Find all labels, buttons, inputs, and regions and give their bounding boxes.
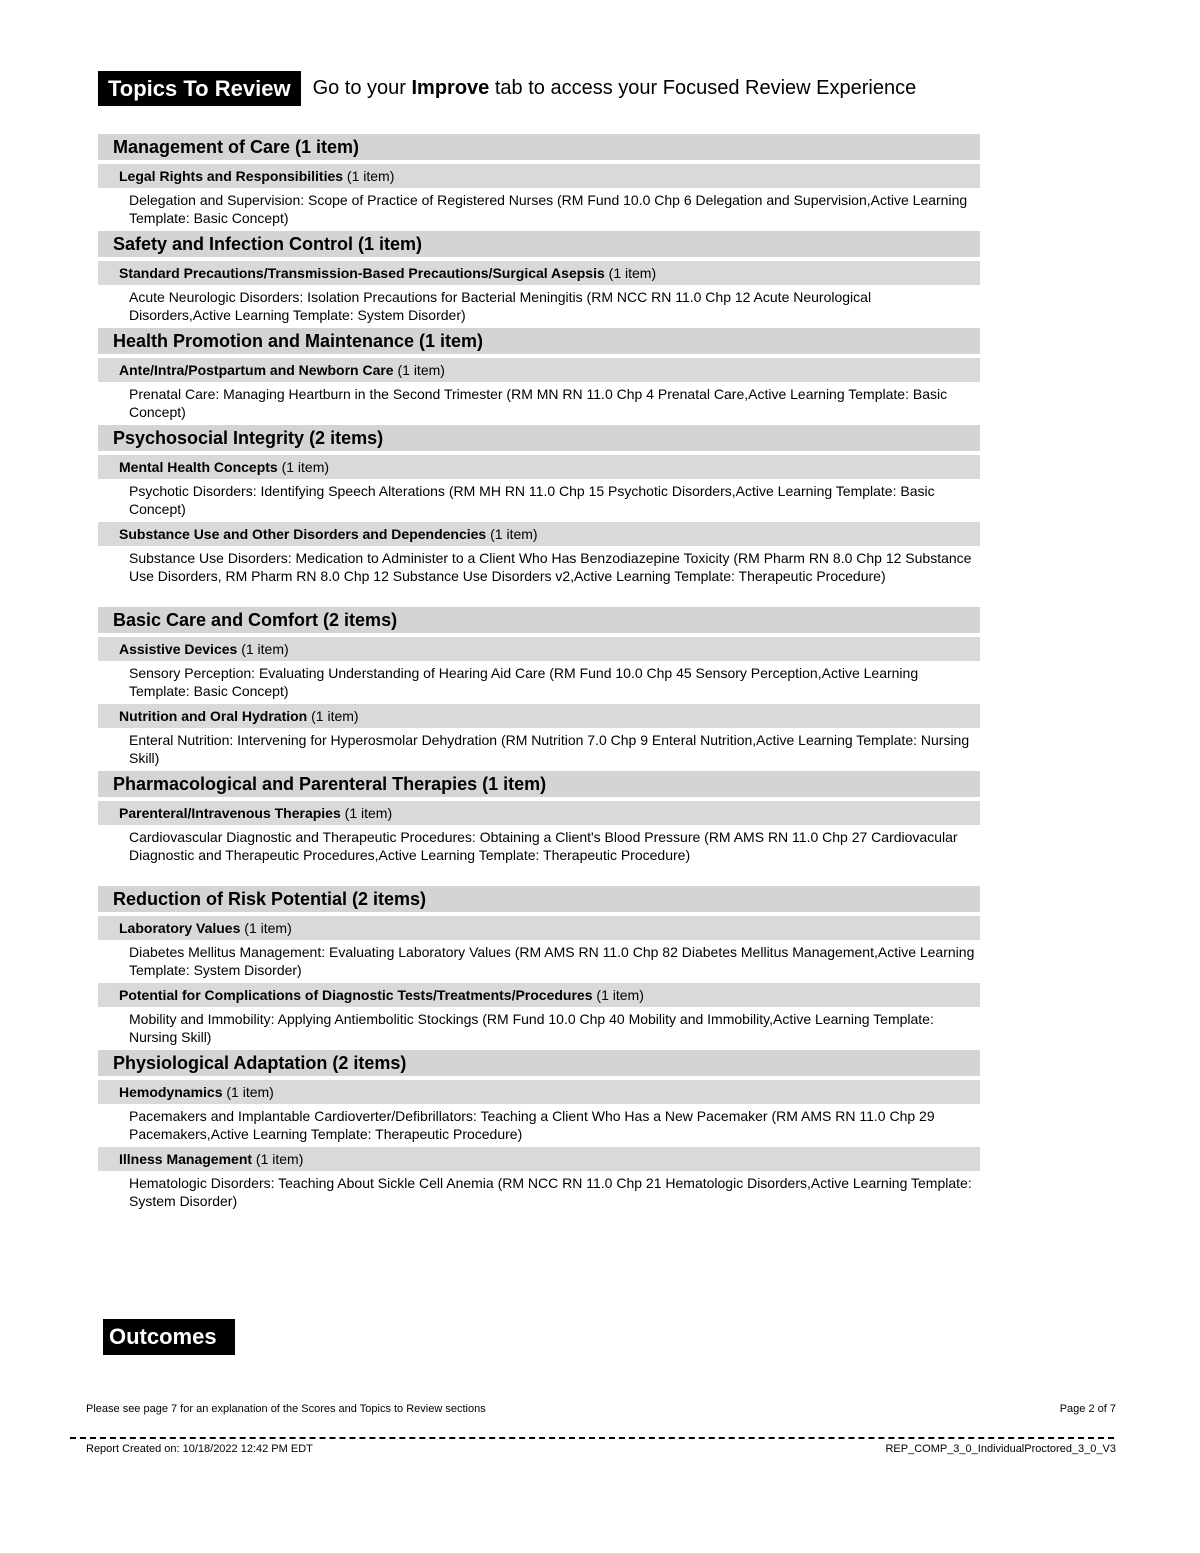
focused-review-note: [313, 77, 917, 100]
subcategory-heading: [98, 801, 980, 825]
category-heading: Management of Care (1 item): [98, 134, 980, 160]
subcategory-name: Substance Use and Other Disorders and Dependencies: [119, 526, 487, 542]
category-heading: Health Promotion and Maintenance (1 item): [98, 328, 980, 354]
subcategory-count: (1 item): [307, 708, 359, 724]
topics-to-review-label: Topics To Review: [98, 71, 301, 106]
subcategory-count: (1 item): [240, 920, 292, 936]
review-topic-item: Substance Use Disorders: Medication to Administer to a Client Who Has Benzodiazepine Toxicity (RM Pharm RN 8.0 Chp 12 Substance Use Disorders, RM Pharm RN 8.0 Chp 12 Substance Use Disorders v2,Active Learning Template: Therapeutic Procedure): [129, 550, 972, 584]
review-topic-item: Sensory Perception: Evaluating Understanding of Hearing Aid Care (RM Fund 10.0 Chp 45 Sensory Perception,Active Learning Template: Basic Concept): [129, 665, 919, 699]
review-topic-item: Mobility and Immobility: Applying Antiembolitic Stockings (RM Fund 10.0 Chp 40 Mobility and Immobility,Active Learning Template: Nursing Skill): [129, 1011, 934, 1045]
review-topic-item: Delegation and Supervision: Scope of Practice of Registered Nurses (RM Fund 10.0 Chp 6 Delegation and Supervision,Active Learning Template: Basic Concept): [129, 192, 968, 226]
subcategory-name: Standard Precautions/Transmission-Based Precautions/Surgical Asepsis: [119, 265, 605, 281]
subcategory-name: Parenteral/Intravenous Therapies: [119, 805, 341, 821]
subcategory-count: (1 item): [277, 459, 330, 475]
category-heading: Psychosocial Integrity (2 items): [98, 425, 980, 451]
review-topic-item: Psychotic Disorders: Identifying Speech Alterations (RM MH RN 11.0 Chp 15 Psychotic Disorders,Active Learning Template: Basic Concept): [129, 483, 935, 517]
category-heading: Reduction of Risk Potential (2 items): [98, 886, 980, 912]
category-heading: Basic Care and Comfort (2 items): [98, 607, 980, 633]
subcategory-name: Assistive Devices: [119, 641, 238, 657]
review-topic-item: Prenatal Care: Managing Heartburn in the Second Trimester (RM MN RN 11.0 Chp 4 Prenatal Care,Active Learning Template: Basic Concept): [129, 386, 948, 420]
review-topic-item: Cardiovascular Diagnostic and Therapeutic Procedures: Obtaining a Client's Blood Pressure (RM AMS RN 11.0 Chp 27 Cardiovacular Diagnostic and Therapeutic Procedures,Active Learning Template: Therapeutic Procedure): [129, 829, 958, 863]
subcategory-heading: [98, 522, 980, 546]
subcategory-count: (1 item): [486, 526, 538, 542]
topics-list: [98, 134, 980, 1214]
note-suffix: tab to access your Focused Review Experience: [489, 77, 917, 99]
subcategory-name: Potential for Complications of Diagnostic Tests/Treatments/Procedures: [119, 987, 593, 1003]
category-heading: Pharmacological and Parenteral Therapies (1 item): [98, 771, 980, 797]
note-prefix: Go to your: [312, 77, 412, 99]
subcategory-heading: [98, 1080, 980, 1104]
subcategory-heading: [98, 261, 980, 285]
category-heading: Physiological Adaptation (2 items): [98, 1050, 980, 1076]
page-number: Page 2 of 7: [1059, 1403, 1116, 1415]
subcategory-heading: [98, 164, 980, 188]
review-topic-item: Pacemakers and Implantable Cardioverter/Defibrillators: Teaching a Client Who Has a New Pacemaker (RM AMS RN 11.0 Chp 29 Pacemakers,Active Learning Template: Therapeutic Procedure): [129, 1108, 935, 1142]
improve-tab-name: Improve: [411, 77, 490, 99]
report-created: Report Created on: 10/18/2022 12:42 PM EDT: [86, 1443, 313, 1455]
subcategory-name: Nutrition and Oral Hydration: [119, 708, 308, 724]
topics-header: [98, 71, 916, 106]
subcategory-name: Mental Health Concepts: [119, 459, 278, 475]
subcategory-name: Ante/Intra/Postpartum and Newborn Care: [119, 362, 394, 378]
review-topic-item: Acute Neurologic Disorders: Isolation Precautions for Bacterial Meningitis (RM NCC RN 11.0 Chp 12 Acute Neurological Disorders,Active Learning Template: System Disorder): [129, 289, 872, 323]
subcategory-name: Laboratory Values: [119, 920, 241, 936]
subcategory-count: (1 item): [222, 1084, 274, 1100]
subcategory-count: (1 item): [340, 805, 393, 821]
footer-note: Please see page 7 for an explanation of the Scores and Topics to Review sections: [86, 1403, 486, 1415]
report-code: REP_COMP_3_0_IndividualProctored_3_0_V3: [885, 1443, 1116, 1455]
subcategory-heading: [98, 637, 980, 661]
subcategory-heading: [98, 983, 980, 1007]
subcategory-name: Illness Management: [119, 1151, 253, 1167]
subcategory-count: (1 item): [343, 168, 395, 184]
outcomes-heading: Outcomes: [103, 1319, 235, 1355]
subcategory-count: (1 item): [252, 1151, 304, 1167]
review-topic-item: Hematologic Disorders: Teaching About Sickle Cell Anemia (RM NCC RN 11.0 Chp 21 Hematologic Disorders,Active Learning Template: System Disorder): [129, 1175, 972, 1209]
subcategory-count: (1 item): [393, 362, 445, 378]
review-topic-item: Diabetes Mellitus Management: Evaluating Laboratory Values (RM AMS RN 11.0 Chp 82 Diabetes Mellitus Management,Active Learning Template: System Disorder): [129, 944, 975, 978]
subcategory-count: (1 item): [237, 641, 289, 657]
subcategory-count: (1 item): [604, 265, 657, 281]
subcategory-heading: [98, 455, 980, 479]
subcategory-heading: [98, 1147, 980, 1171]
footer-divider: [70, 1437, 1114, 1439]
subcategory-heading: [98, 704, 980, 728]
subcategory-count: (1 item): [592, 987, 644, 1003]
subcategory-heading: [98, 916, 980, 940]
category-heading: Safety and Infection Control (1 item): [98, 231, 980, 257]
subcategory-name: Hemodynamics: [119, 1084, 223, 1100]
review-topic-item: Enteral Nutrition: Intervening for Hyperosmolar Dehydration (RM Nutrition 7.0 Chp 9 Enteral Nutrition,Active Learning Template: Nursing Skill): [129, 732, 970, 766]
subcategory-heading: [98, 358, 980, 382]
subcategory-name: Legal Rights and Responsibilities: [119, 168, 344, 184]
